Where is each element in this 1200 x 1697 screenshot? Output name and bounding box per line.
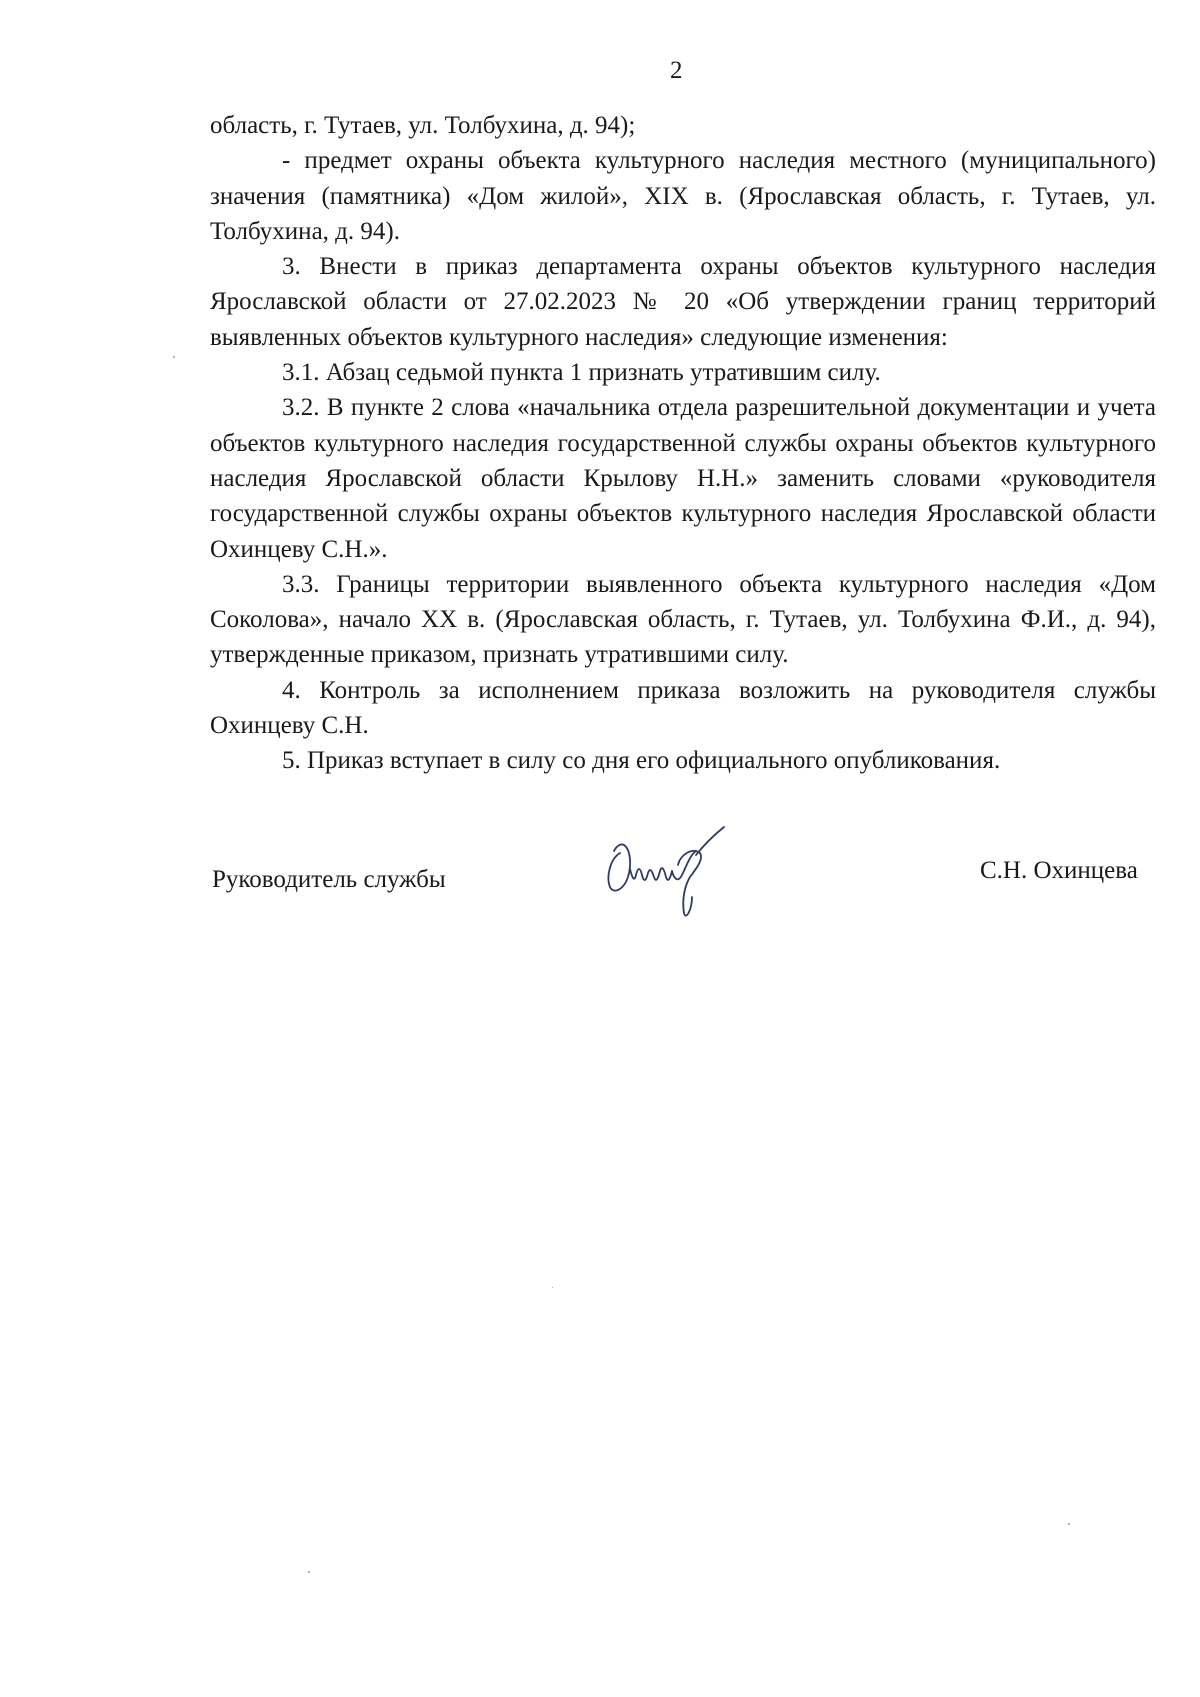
paragraph-item-3-2: 3.2. В пункте 2 слова «начальника отдела разрешительной документации и учета объектов культурного наследия государственной службы охраны объектов культурного наследия Ярославской области Крылову Н.Н.» заменить словами «руководителя государственной службы охраны объектов культурного наследия Ярославской области Охинцеву С.Н.».: [210, 394, 1156, 563]
paragraph-item-3: 3. Внести в приказ департамента охраны объектов культурного наследия Ярославской области от 27.02.2023 № 20 «Об утверждении границ территорий выявленных объектов культурного наследия» следующие изменения:: [210, 253, 1156, 351]
document-body: [210, 108, 1156, 779]
handwritten-signature: [600, 825, 740, 920]
signatory-position: Руководитель службы: [212, 866, 446, 893]
paragraph-address-continuation: область, г. Тутаев, ул. Толбухина, д. 94);: [210, 112, 636, 139]
page-number: 2: [670, 57, 683, 84]
paragraph-item-3-1: 3.1. Абзац седьмой пункта 1 признать утратившим силу.: [282, 359, 881, 387]
paragraph-item-5: 5. Приказ вступает в силу со дня его официального опубликования.: [282, 747, 1001, 775]
scan-speck: [1068, 1523, 1070, 1525]
scan-speck: [173, 356, 175, 358]
paragraph-item-3-3: 3.3. Границы территории выявленного объекта культурного наследия «Дом Соколова», начало XX в. (Ярославская область, г. Тутаев, ул. Толбухина Ф.И., д. 94), утвержденные приказом, признать утратившими силу.: [210, 570, 1156, 669]
signatory-name: С.Н. Охинцева: [980, 857, 1138, 884]
paragraph-protection-subject: - предмет охраны объекта культурного наследия местного (муниципального) значения (памятника) «Дом жилой», XIX в. (Ярославская область, г. Тутаев, ул. Толбухина, д. 94).: [210, 147, 1156, 245]
scan-speck: [552, 1287, 553, 1288]
paragraph-item-4: 4. Контроль за исполнением приказа возложить на руководителя службы Охинцеву С.Н.: [210, 676, 1156, 740]
scan-speck: [308, 1571, 310, 1573]
